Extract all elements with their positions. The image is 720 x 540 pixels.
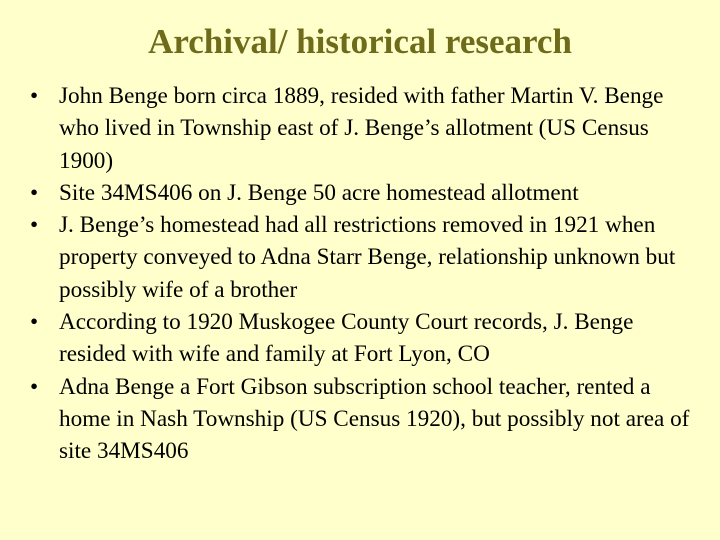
bullet-text: According to 1920 Muskogee County Court records, J. Benge resided with wife and family at Fort Lyon, CO bbox=[59, 309, 634, 368]
bullet-item bbox=[30, 371, 702, 468]
bullet-list bbox=[30, 80, 702, 468]
bullet-marker: • bbox=[30, 83, 39, 109]
bullet-text: Site 34MS406 on J. Benge 50 acre homestead allotment bbox=[59, 179, 579, 206]
bullet-item bbox=[30, 209, 702, 306]
bullet-text: J. Benge’s homestead had all restrictions removed in 1921 when property conveyed to Adna Starr Benge, relationship unknown but possibly wife of a brother bbox=[59, 212, 676, 303]
bullet-marker: • bbox=[30, 373, 39, 400]
bullet-marker: • bbox=[30, 212, 39, 239]
bullet-item bbox=[30, 177, 702, 209]
slide-title: Archival/ historical research bbox=[148, 22, 572, 61]
bullet-marker: • bbox=[30, 179, 39, 206]
bullet-text: John Benge born circa 1889, resided with father Martin V. Benge who lived in Township east of J. Benge’s allotment (US Census 1900) bbox=[59, 83, 664, 174]
bullet-marker: • bbox=[30, 309, 39, 336]
bullet-item bbox=[30, 306, 702, 371]
bullet-text: Adna Benge a Fort Gibson subscription school teacher, rented a home in Nash Township (US Census 1920), but possibly not area of site 34MS406 bbox=[59, 373, 690, 465]
bullet-item bbox=[30, 80, 702, 177]
